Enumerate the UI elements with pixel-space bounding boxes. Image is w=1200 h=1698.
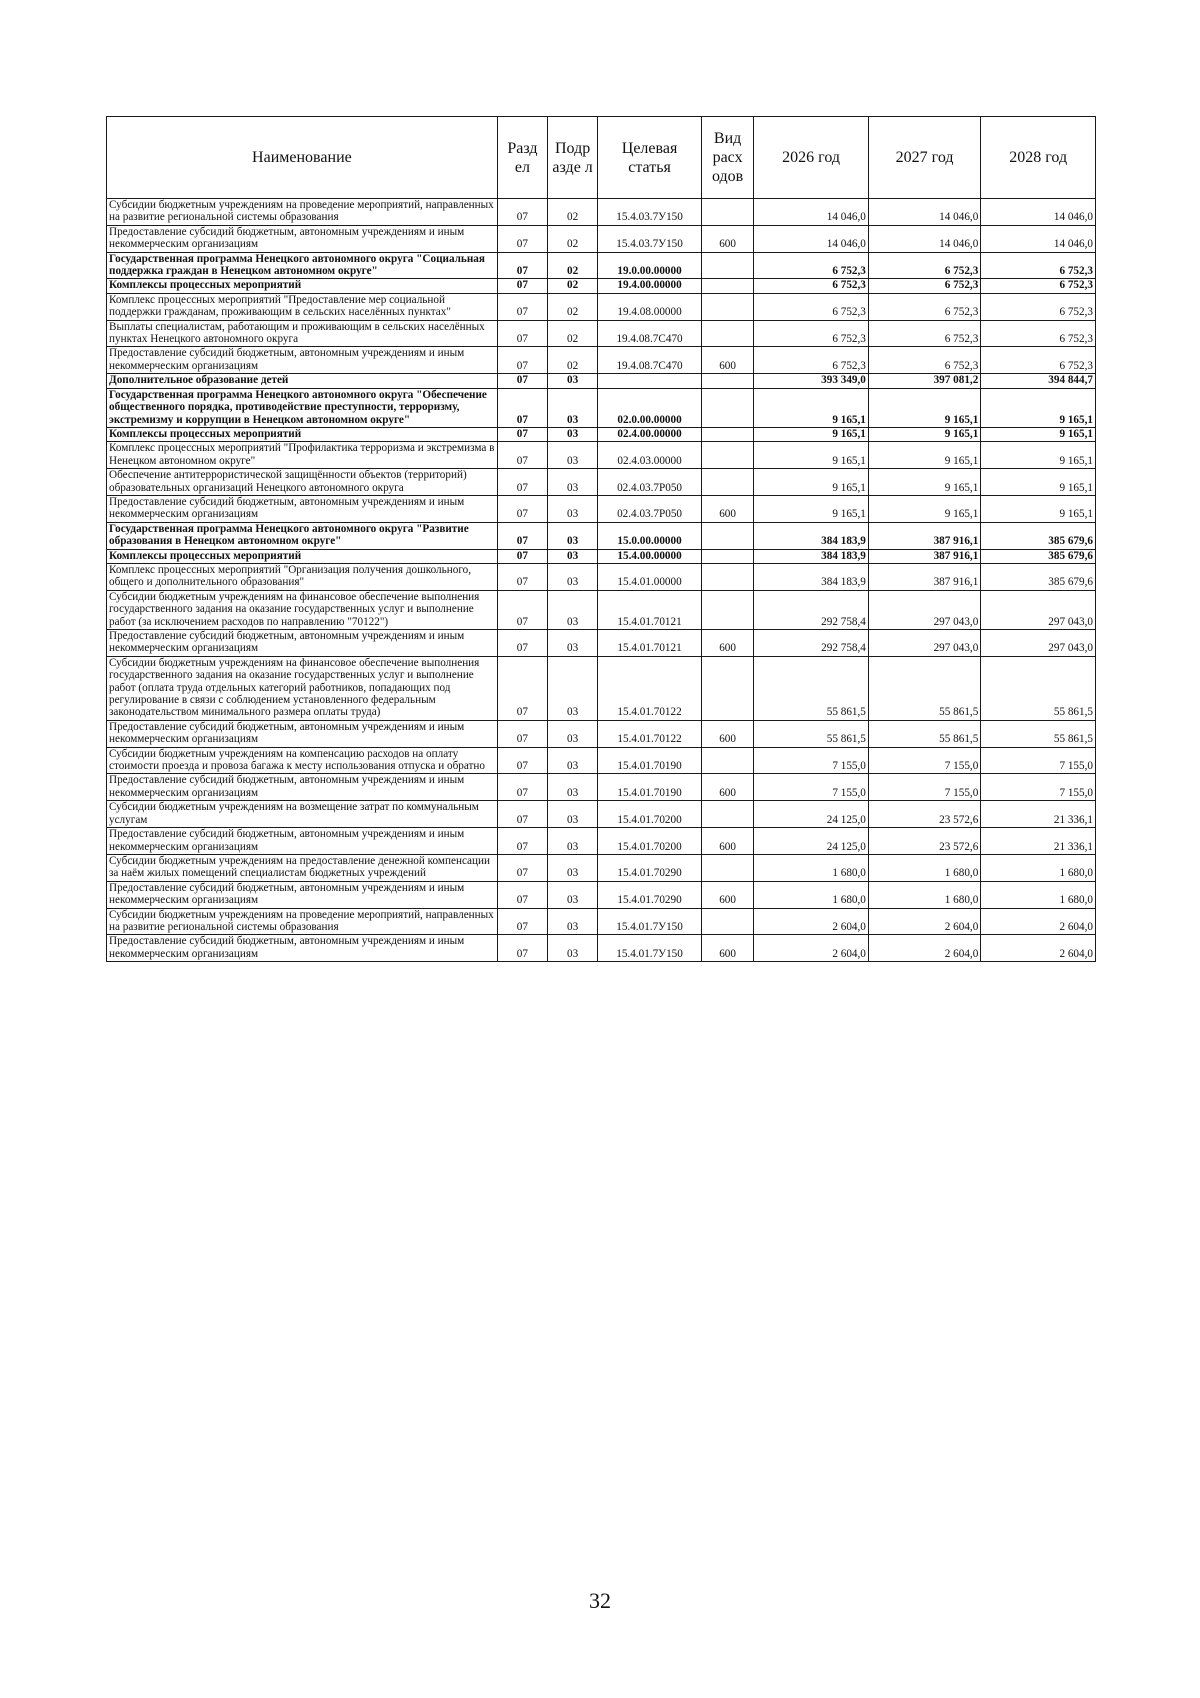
- cell-value-2028: 9 165,1: [981, 469, 1096, 496]
- cell-name: Предоставление субсидий бюджетным, автономным учреждениям и иным некоммерческим организациям: [107, 720, 498, 747]
- cell-podrazdel: 03: [548, 522, 598, 549]
- cell-expense-type: [701, 854, 753, 881]
- table-row: [107, 881, 1096, 908]
- cell-target-article: [598, 374, 702, 388]
- cell-razdel: 07: [497, 908, 547, 935]
- table-row: [107, 801, 1096, 828]
- cell-name: Субсидии бюджетным учреждениям на проведение мероприятий, направленных на развитие региональной системы образования: [107, 199, 498, 226]
- cell-value-2027: 6 752,3: [868, 320, 980, 347]
- cell-podrazdel: 03: [548, 801, 598, 828]
- cell-razdel: 07: [497, 881, 547, 908]
- cell-razdel: 07: [497, 320, 547, 347]
- table-row: [107, 522, 1096, 549]
- header-razdel: Разд ел: [497, 117, 547, 199]
- cell-target-article: 15.4.03.7У150: [598, 199, 702, 226]
- cell-value-2027: 7 155,0: [868, 747, 980, 774]
- cell-expense-type: [701, 374, 753, 388]
- cell-target-article: 02.4.00.00000: [598, 427, 702, 441]
- table-row: [107, 442, 1096, 469]
- table-row: [107, 656, 1096, 720]
- cell-value-2026: 292 758,4: [754, 630, 869, 657]
- cell-value-2027: 55 861,5: [868, 656, 980, 720]
- cell-value-2027: 397 081,2: [868, 374, 980, 388]
- cell-expense-type: [701, 522, 753, 549]
- cell-target-article: 15.4.01.70190: [598, 774, 702, 801]
- cell-value-2028: 2 604,0: [981, 935, 1096, 962]
- cell-value-2026: 55 861,5: [754, 656, 869, 720]
- page-number: 32: [589, 1588, 611, 1613]
- cell-expense-type: [701, 279, 753, 293]
- cell-razdel: 07: [497, 442, 547, 469]
- cell-podrazdel: 03: [548, 388, 598, 427]
- cell-target-article: 15.4.01.70121: [598, 630, 702, 657]
- cell-razdel: 07: [497, 935, 547, 962]
- cell-expense-type: 600: [701, 630, 753, 657]
- cell-value-2026: 2 604,0: [754, 908, 869, 935]
- cell-podrazdel: 03: [548, 747, 598, 774]
- cell-podrazdel: 02: [548, 225, 598, 252]
- table-row: [107, 935, 1096, 962]
- cell-expense-type: [701, 199, 753, 226]
- cell-value-2028: 9 165,1: [981, 495, 1096, 522]
- cell-podrazdel: 03: [548, 374, 598, 388]
- cell-podrazdel: 03: [548, 590, 598, 629]
- cell-name: Субсидии бюджетным учреждениям на компенсацию расходов на оплату стоимости проезда и провоза багажа к месту использования отпуска и обратно: [107, 747, 498, 774]
- cell-value-2027: 297 043,0: [868, 630, 980, 657]
- cell-razdel: 07: [497, 747, 547, 774]
- cell-expense-type: 600: [701, 347, 753, 374]
- cell-expense-type: 600: [701, 774, 753, 801]
- cell-value-2027: 9 165,1: [868, 388, 980, 427]
- cell-value-2028: 6 752,3: [981, 279, 1096, 293]
- cell-value-2028: 385 679,6: [981, 563, 1096, 590]
- cell-expense-type: [701, 801, 753, 828]
- cell-target-article: 02.4.03.7Р050: [598, 495, 702, 522]
- cell-value-2028: 7 155,0: [981, 774, 1096, 801]
- cell-value-2027: 9 165,1: [868, 469, 980, 496]
- table-row: [107, 374, 1096, 388]
- cell-target-article: 02.0.00.00000: [598, 388, 702, 427]
- table-row: [107, 279, 1096, 293]
- table-row: [107, 630, 1096, 657]
- cell-value-2026: 24 125,0: [754, 828, 869, 855]
- cell-razdel: 07: [497, 279, 547, 293]
- table-row: [107, 427, 1096, 441]
- table-row: [107, 293, 1096, 320]
- cell-value-2028: 1 680,0: [981, 854, 1096, 881]
- cell-value-2027: 6 752,3: [868, 293, 980, 320]
- cell-podrazdel: 03: [548, 469, 598, 496]
- cell-razdel: 07: [497, 656, 547, 720]
- cell-value-2026: 384 183,9: [754, 549, 869, 563]
- cell-target-article: 19.4.08.00000: [598, 293, 702, 320]
- cell-razdel: 07: [497, 774, 547, 801]
- table-row: [107, 388, 1096, 427]
- cell-name: Предоставление субсидий бюджетным, автономным учреждениям и иным некоммерческим организациям: [107, 828, 498, 855]
- cell-target-article: 15.4.01.7У150: [598, 935, 702, 962]
- cell-razdel: 07: [497, 199, 547, 226]
- table-row: [107, 549, 1096, 563]
- cell-name: Комплекс процессных мероприятий "Организация получения дошкольного, общего и дополнительного образования": [107, 563, 498, 590]
- cell-name: Предоставление субсидий бюджетным, автономным учреждениям и иным некоммерческим организациям: [107, 495, 498, 522]
- cell-expense-type: [701, 320, 753, 347]
- cell-name: Дополнительное образование детей: [107, 374, 498, 388]
- cell-podrazdel: 03: [548, 563, 598, 590]
- cell-razdel: 07: [497, 630, 547, 657]
- cell-value-2028: 14 046,0: [981, 199, 1096, 226]
- cell-podrazdel: 02: [548, 320, 598, 347]
- cell-name: Комплексы процессных мероприятий: [107, 279, 498, 293]
- cell-value-2028: 9 165,1: [981, 427, 1096, 441]
- header-year-2027: 2027 год: [868, 117, 980, 199]
- cell-razdel: 07: [497, 801, 547, 828]
- cell-name: Предоставление субсидий бюджетным, автономным учреждениям и иным некоммерческим организациям: [107, 347, 498, 374]
- cell-value-2028: 9 165,1: [981, 442, 1096, 469]
- cell-expense-type: [701, 656, 753, 720]
- cell-expense-type: [701, 427, 753, 441]
- cell-target-article: 15.4.01.70121: [598, 590, 702, 629]
- cell-value-2027: 1 680,0: [868, 854, 980, 881]
- cell-target-article: 15.0.00.00000: [598, 522, 702, 549]
- cell-podrazdel: 03: [548, 774, 598, 801]
- cell-expense-type: 600: [701, 495, 753, 522]
- cell-razdel: 07: [497, 388, 547, 427]
- cell-value-2026: 6 752,3: [754, 252, 869, 279]
- table-row: [107, 347, 1096, 374]
- cell-value-2027: 23 572,6: [868, 801, 980, 828]
- cell-name: Государственная программа Ненецкого автономного округа "Социальная поддержка граждан в Ненецком автономном округе": [107, 252, 498, 279]
- cell-name: Предоставление субсидий бюджетным, автономным учреждениям и иным некоммерческим организациям: [107, 774, 498, 801]
- cell-podrazdel: 03: [548, 828, 598, 855]
- cell-podrazdel: 02: [548, 279, 598, 293]
- table-row: [107, 199, 1096, 226]
- cell-expense-type: [701, 252, 753, 279]
- cell-expense-type: 600: [701, 881, 753, 908]
- cell-expense-type: [701, 442, 753, 469]
- table-row: [107, 252, 1096, 279]
- cell-value-2026: 1 680,0: [754, 854, 869, 881]
- cell-podrazdel: 03: [548, 854, 598, 881]
- cell-podrazdel: 02: [548, 293, 598, 320]
- cell-target-article: 15.4.01.70122: [598, 656, 702, 720]
- cell-name: Субсидии бюджетным учреждениям на предоставление денежной компенсации за наём жилых помещений специалистам бюджетных учреждений: [107, 854, 498, 881]
- cell-podrazdel: 03: [548, 935, 598, 962]
- cell-razdel: 07: [497, 293, 547, 320]
- cell-expense-type: [701, 590, 753, 629]
- cell-podrazdel: 03: [548, 427, 598, 441]
- cell-expense-type: 600: [701, 828, 753, 855]
- cell-value-2028: 21 336,1: [981, 801, 1096, 828]
- cell-expense-type: 600: [701, 935, 753, 962]
- cell-value-2026: 292 758,4: [754, 590, 869, 629]
- cell-target-article: 15.4.01.00000: [598, 563, 702, 590]
- cell-target-article: 15.4.01.70122: [598, 720, 702, 747]
- table-row: [107, 774, 1096, 801]
- cell-razdel: 07: [497, 720, 547, 747]
- cell-target-article: 19.4.08.7С470: [598, 320, 702, 347]
- cell-podrazdel: 03: [548, 720, 598, 747]
- cell-name: Комплекс процессных мероприятий "Профилактика терроризма и экстремизма в Ненецком автономном округе": [107, 442, 498, 469]
- cell-value-2028: 7 155,0: [981, 747, 1096, 774]
- cell-target-article: 15.4.01.70290: [598, 854, 702, 881]
- cell-razdel: 07: [497, 347, 547, 374]
- header-year-2028: 2028 год: [981, 117, 1096, 199]
- cell-podrazdel: 02: [548, 252, 598, 279]
- cell-razdel: 07: [497, 854, 547, 881]
- table-row: [107, 469, 1096, 496]
- cell-target-article: 15.4.01.70290: [598, 881, 702, 908]
- cell-value-2026: 6 752,3: [754, 279, 869, 293]
- cell-value-2028: 385 679,6: [981, 549, 1096, 563]
- cell-target-article: 15.4.03.7У150: [598, 225, 702, 252]
- cell-name: Комплексы процессных мероприятий: [107, 427, 498, 441]
- cell-value-2027: 9 165,1: [868, 442, 980, 469]
- header-target-article: Целевая статья: [598, 117, 702, 199]
- cell-value-2027: 9 165,1: [868, 427, 980, 441]
- cell-value-2027: 9 165,1: [868, 495, 980, 522]
- table-row: [107, 495, 1096, 522]
- cell-target-article: 19.0.00.00000: [598, 252, 702, 279]
- cell-value-2028: 6 752,3: [981, 293, 1096, 320]
- cell-target-article: 02.4.03.7Р050: [598, 469, 702, 496]
- cell-target-article: 19.4.00.00000: [598, 279, 702, 293]
- cell-target-article: 15.4.01.70200: [598, 801, 702, 828]
- cell-target-article: 15.4.00.00000: [598, 549, 702, 563]
- cell-name: Субсидии бюджетным учреждениям на возмещение затрат по коммунальным услугам: [107, 801, 498, 828]
- budget-table: [106, 116, 1096, 962]
- cell-value-2026: 9 165,1: [754, 388, 869, 427]
- cell-razdel: 07: [497, 374, 547, 388]
- header-podrazdel: Подр азде л: [548, 117, 598, 199]
- cell-value-2026: 384 183,9: [754, 522, 869, 549]
- cell-expense-type: 600: [701, 720, 753, 747]
- table-row: [107, 320, 1096, 347]
- cell-value-2027: 14 046,0: [868, 199, 980, 226]
- cell-value-2027: 387 916,1: [868, 563, 980, 590]
- table-row: [107, 908, 1096, 935]
- cell-name: Предоставление субсидий бюджетным, автономным учреждениям и иным некоммерческим организациям: [107, 935, 498, 962]
- cell-podrazdel: 02: [548, 199, 598, 226]
- cell-razdel: 07: [497, 495, 547, 522]
- cell-expense-type: [701, 747, 753, 774]
- cell-expense-type: [701, 549, 753, 563]
- cell-name: Субсидии бюджетным учреждениям на проведение мероприятий, направленных на развитие региональной системы образования: [107, 908, 498, 935]
- cell-value-2026: 9 165,1: [754, 469, 869, 496]
- cell-value-2026: 6 752,3: [754, 293, 869, 320]
- cell-podrazdel: 03: [548, 656, 598, 720]
- table-row: [107, 225, 1096, 252]
- cell-value-2028: 2 604,0: [981, 908, 1096, 935]
- cell-name: Субсидии бюджетным учреждениям на финансовое обеспечение выполнения государственного задания на оказание государственных услуг и выполнение работ (за исключением расходов по направлению "70122"): [107, 590, 498, 629]
- cell-expense-type: [701, 469, 753, 496]
- cell-value-2028: 6 752,3: [981, 320, 1096, 347]
- cell-name: Обеспечение антитеррористической защищённости объектов (территорий) образовательных организаций Ненецкого автономного округа: [107, 469, 498, 496]
- cell-value-2027: 297 043,0: [868, 590, 980, 629]
- cell-value-2026: 1 680,0: [754, 881, 869, 908]
- cell-value-2026: 393 349,0: [754, 374, 869, 388]
- cell-name: Выплаты специалистам, работающим и проживающим в сельских населённых пунктах Ненецкого автономного округа: [107, 320, 498, 347]
- cell-value-2026: 2 604,0: [754, 935, 869, 962]
- cell-podrazdel: 03: [548, 495, 598, 522]
- cell-value-2028: 1 680,0: [981, 881, 1096, 908]
- cell-podrazdel: 03: [548, 881, 598, 908]
- table-row: [107, 590, 1096, 629]
- cell-target-article: 15.4.01.70190: [598, 747, 702, 774]
- cell-name: Государственная программа Ненецкого автономного округа "Обеспечение общественного порядка, противодействие преступности, терроризму, экстремизму и коррупции в Ненецком автономном округе": [107, 388, 498, 427]
- cell-razdel: 07: [497, 427, 547, 441]
- cell-razdel: 07: [497, 563, 547, 590]
- cell-value-2026: 14 046,0: [754, 199, 869, 226]
- cell-expense-type: 600: [701, 225, 753, 252]
- cell-value-2026: 9 165,1: [754, 495, 869, 522]
- cell-razdel: 07: [497, 549, 547, 563]
- table-row: [107, 720, 1096, 747]
- table-header-row: [107, 117, 1096, 199]
- cell-expense-type: [701, 293, 753, 320]
- cell-podrazdel: 03: [548, 908, 598, 935]
- cell-name: Комплексы процессных мероприятий: [107, 549, 498, 563]
- cell-podrazdel: 03: [548, 549, 598, 563]
- cell-value-2027: 14 046,0: [868, 225, 980, 252]
- cell-expense-type: [701, 908, 753, 935]
- cell-value-2026: 14 046,0: [754, 225, 869, 252]
- cell-value-2026: 55 861,5: [754, 720, 869, 747]
- header-expense-type: Вид расх одов: [701, 117, 753, 199]
- cell-razdel: 07: [497, 469, 547, 496]
- cell-value-2027: 55 861,5: [868, 720, 980, 747]
- cell-name: Субсидии бюджетным учреждениям на финансовое обеспечение выполнения государственного задания на оказание государственных услуг и выполнение работ (оплата труда отдельных категорий работников, попадающих под регулирование в связи с соблюдением установленного федеральным законодательством минимального размера оплаты труда): [107, 656, 498, 720]
- cell-name: Предоставление субсидий бюджетным, автономным учреждениям и иным некоммерческим организациям: [107, 630, 498, 657]
- cell-value-2027: 6 752,3: [868, 252, 980, 279]
- cell-razdel: 07: [497, 828, 547, 855]
- cell-value-2027: 23 572,6: [868, 828, 980, 855]
- cell-target-article: 15.4.01.70200: [598, 828, 702, 855]
- cell-value-2028: 55 861,5: [981, 656, 1096, 720]
- table-row: [107, 854, 1096, 881]
- cell-value-2027: 387 916,1: [868, 549, 980, 563]
- cell-value-2027: 2 604,0: [868, 935, 980, 962]
- cell-value-2026: 6 752,3: [754, 320, 869, 347]
- cell-target-article: 02.4.03.00000: [598, 442, 702, 469]
- cell-value-2027: 6 752,3: [868, 347, 980, 374]
- cell-value-2027: 1 680,0: [868, 881, 980, 908]
- cell-value-2028: 297 043,0: [981, 590, 1096, 629]
- cell-value-2028: 55 861,5: [981, 720, 1096, 747]
- cell-value-2026: 9 165,1: [754, 427, 869, 441]
- cell-podrazdel: 03: [548, 630, 598, 657]
- cell-razdel: 07: [497, 590, 547, 629]
- cell-name: Предоставление субсидий бюджетным, автономным учреждениям и иным некоммерческим организациям: [107, 881, 498, 908]
- cell-value-2026: 24 125,0: [754, 801, 869, 828]
- cell-value-2028: 385 679,6: [981, 522, 1096, 549]
- cell-value-2028: 394 844,7: [981, 374, 1096, 388]
- cell-value-2028: 21 336,1: [981, 828, 1096, 855]
- table-row: [107, 828, 1096, 855]
- cell-podrazdel: 02: [548, 347, 598, 374]
- table-body: [107, 199, 1096, 962]
- cell-name: Государственная программа Ненецкого автономного округа "Развитие образования в Ненецком автономном округе": [107, 522, 498, 549]
- header-year-2026: 2026 год: [754, 117, 869, 199]
- cell-target-article: 19.4.08.7С470: [598, 347, 702, 374]
- table-row: [107, 563, 1096, 590]
- cell-value-2027: 7 155,0: [868, 774, 980, 801]
- cell-razdel: 07: [497, 252, 547, 279]
- cell-value-2026: 9 165,1: [754, 442, 869, 469]
- cell-podrazdel: 03: [548, 442, 598, 469]
- cell-expense-type: [701, 563, 753, 590]
- cell-value-2028: 297 043,0: [981, 630, 1096, 657]
- cell-razdel: 07: [497, 522, 547, 549]
- header-name: Наименование: [107, 117, 498, 199]
- cell-target-article: 15.4.01.7У150: [598, 908, 702, 935]
- cell-value-2028: 6 752,3: [981, 252, 1096, 279]
- cell-value-2026: 7 155,0: [754, 774, 869, 801]
- cell-value-2026: 6 752,3: [754, 347, 869, 374]
- cell-razdel: 07: [497, 225, 547, 252]
- cell-value-2026: 7 155,0: [754, 747, 869, 774]
- cell-value-2027: 387 916,1: [868, 522, 980, 549]
- cell-name: Комплекс процессных мероприятий "Предоставление мер социальной поддержки гражданам, проживающим в сельских населённых пунктах": [107, 293, 498, 320]
- cell-name: Предоставление субсидий бюджетным, автономным учреждениям и иным некоммерческим организациям: [107, 225, 498, 252]
- cell-value-2028: 14 046,0: [981, 225, 1096, 252]
- cell-value-2028: 6 752,3: [981, 347, 1096, 374]
- cell-value-2026: 384 183,9: [754, 563, 869, 590]
- cell-expense-type: [701, 388, 753, 427]
- cell-value-2028: 9 165,1: [981, 388, 1096, 427]
- cell-value-2027: 2 604,0: [868, 908, 980, 935]
- cell-value-2027: 6 752,3: [868, 279, 980, 293]
- table-row: [107, 747, 1096, 774]
